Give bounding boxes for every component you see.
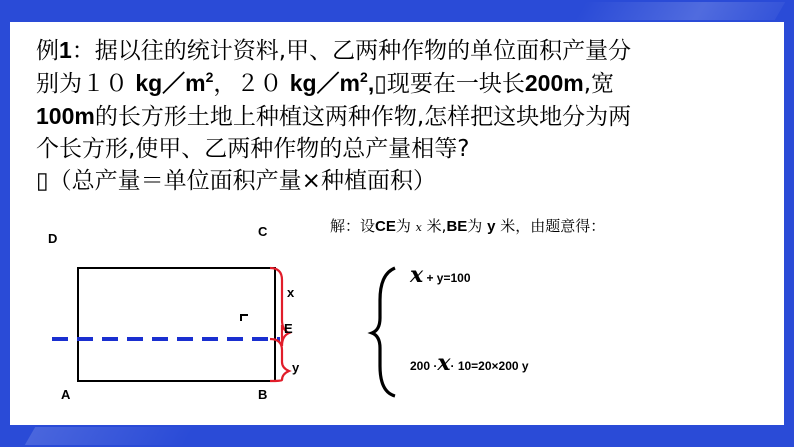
length-value: 100m xyxy=(36,103,95,129)
segment-name: BE xyxy=(446,218,468,235)
segment-label-y: y xyxy=(292,360,300,375)
problem-prefix: 例 xyxy=(36,38,59,64)
equation-text: · 10=20×200 y xyxy=(450,359,529,373)
variable-x: x xyxy=(415,221,422,234)
problem-line-1 xyxy=(36,34,766,67)
variable-x: x xyxy=(437,350,451,376)
vertex-label-b: B xyxy=(258,387,268,402)
problem-line-2 xyxy=(36,67,766,100)
solution-text: 为 xyxy=(467,217,483,235)
formula-hint: （总产量＝单位面积产量×种植面积） xyxy=(48,168,436,194)
slide-frame-left xyxy=(0,0,10,447)
unit-exponent: 2 xyxy=(205,69,214,85)
solution-text: 米，由题意得： xyxy=(500,217,606,235)
equation-text: + y=100 xyxy=(426,271,471,285)
problem-text: 个长方形,使甲、乙两种作物的总产量相等? xyxy=(36,136,470,162)
problem-text: 现要在一块长 xyxy=(386,71,525,97)
length-value: 200m xyxy=(524,70,584,96)
solution-text: 米, xyxy=(426,217,447,235)
solution-text: 解：设 xyxy=(330,217,376,235)
unit-text: kg／m xyxy=(289,70,361,96)
vertex-label-a: A xyxy=(61,387,71,402)
solution-text: 为 xyxy=(395,217,411,235)
problem-line-4 xyxy=(36,133,766,165)
point-label-e: E xyxy=(284,321,293,336)
equation-text: 200 · xyxy=(410,359,438,373)
unit-text: kg／m xyxy=(135,70,206,96)
solution-statement xyxy=(330,215,605,236)
frame-decoration-stripe xyxy=(575,2,785,20)
segment-name: CE xyxy=(375,218,396,235)
problem-line-3 xyxy=(36,100,766,133)
problem-text: ，２０ xyxy=(213,71,283,97)
segment-label-x: x xyxy=(287,285,295,300)
slide-frame-right xyxy=(784,0,794,447)
variable-y: y xyxy=(487,218,496,235)
problem-text: ：据以往的统计资料,甲、乙两种作物的单位面积产量分 xyxy=(71,38,632,64)
missing-glyph-box: ▯ xyxy=(36,168,49,194)
vertex-label-d: D xyxy=(48,231,58,246)
frame-decoration-stripe xyxy=(25,427,195,445)
punctuation: , xyxy=(367,70,375,96)
vertex-label-c: C xyxy=(258,224,268,239)
problem-number: 1 xyxy=(59,37,72,63)
problem-text: 别为１０ xyxy=(36,71,128,97)
problem-statement xyxy=(36,34,766,197)
variable-x: x xyxy=(410,262,424,288)
problem-text: ,宽 xyxy=(583,71,615,97)
missing-glyph-box: ▯ xyxy=(374,71,387,97)
unit-exponent: 2 xyxy=(360,69,368,85)
equation-1 xyxy=(410,262,471,288)
problem-text: 的长方形土地上种植这两种作物,怎样把这块地分为两 xyxy=(94,104,632,130)
equation-2 xyxy=(410,350,529,376)
problem-line-5 xyxy=(36,165,766,197)
